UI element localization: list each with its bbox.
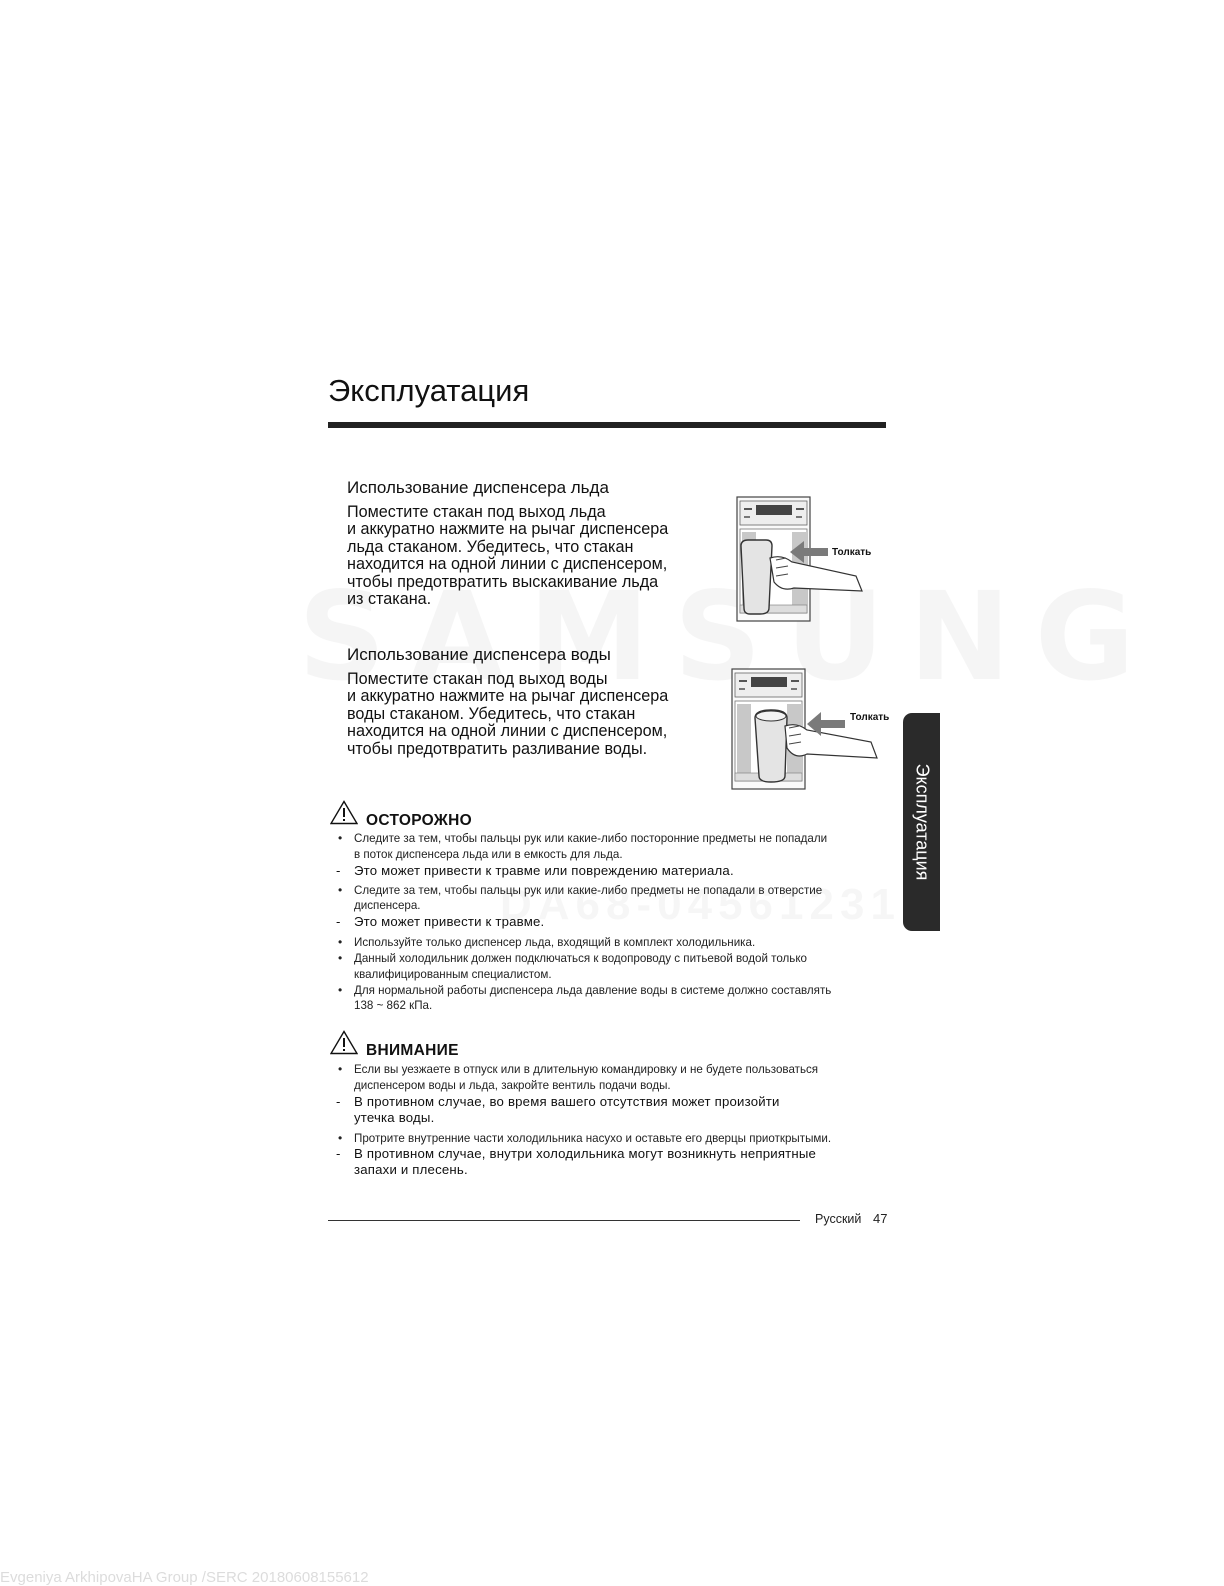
caution-item (330, 883, 890, 915)
ice-section-body (347, 504, 717, 608)
caution-item-line: 138 ~ 862 кПа. (354, 999, 433, 1013)
caution-item (330, 935, 890, 951)
water-section-heading: Использование диспенсера воды (347, 645, 611, 664)
warning-triangle-icon (330, 1030, 358, 1055)
ice-section-heading: Использование диспенсера льда (347, 478, 609, 497)
caution-item-line: квалифицированным специалистом. (354, 967, 552, 981)
attention-item-line: диспенсером воды и льда, закройте вентиль подачи воды. (354, 1078, 671, 1092)
caution-item-line: • Данный холодильник должен подключаться к водопроводу с питьевой водой только (354, 951, 807, 965)
attention-list (330, 1062, 890, 1178)
water-line: Поместите стакан под выход воды (347, 670, 608, 688)
ice-line: льда стаканом. Убедитесь, что стакан (347, 537, 634, 556)
ice-line: чтобы предотвратить выскакивание льда (347, 572, 659, 591)
water-line: и аккуратно нажмите на рычаг диспенсера (347, 687, 669, 706)
title-rule (328, 422, 886, 428)
attention-item-line: - В противном случае, внутри холодильника могут возникнуть неприятные (354, 1146, 817, 1162)
ice-line: из стакана. (347, 590, 432, 609)
ice-dispenser-figure (736, 496, 896, 624)
ice-line: и аккуратно нажмите на рычаг диспенсера (347, 520, 669, 539)
attention-item (330, 1131, 890, 1147)
caution-item (330, 983, 890, 1015)
ice-line: находится на одной линии с диспенсером, (347, 555, 668, 574)
attention-item-line: утечка воды. (354, 1109, 435, 1125)
push-label: Толкать (850, 712, 890, 723)
caution-item-line: - Это может привести к травме или повреждению материала. (354, 862, 734, 878)
warning-triangle-icon (330, 800, 358, 825)
water-line: чтобы предотвратить разливание воды. (347, 739, 648, 758)
caution-list (330, 831, 890, 1014)
attention-item (330, 1062, 890, 1094)
attention-item-line: - В противном случае, во время вашего отсутствия может произойти (354, 1093, 780, 1109)
side-tab-label: Эксплуатация (912, 763, 932, 881)
water-dispenser-figure (731, 668, 901, 792)
caution-item-line: • Следите за тем, чтобы пальцы рук или какие-либо предметы не попадали в отверстие (354, 883, 823, 897)
water-section-body (347, 671, 717, 758)
page-title: Эксплуатация (328, 373, 530, 408)
caution-item-line: • Для нормальной работы диспенсера льда давление воды в системе должно составлять (354, 983, 832, 997)
attention-warning-icon (330, 1030, 358, 1060)
attention-title: ВНИМАНИЕ (366, 1042, 459, 1059)
caution-item-line: в поток диспенсера льда или в емкость для льда. (354, 847, 623, 861)
attention-item-line: запахи и плесень. (354, 1162, 468, 1178)
attention-consequence (330, 1146, 890, 1178)
caution-title: ОСТОРОЖНО (366, 812, 472, 829)
attention-item-line: • Если вы уезжаете в отпуск или в длительную командировку и не будете пользоваться (354, 1063, 819, 1076)
push-label: Толкать (832, 547, 872, 558)
caution-consequence (330, 863, 890, 879)
attention-item-line: • Протрите внутренние части холодильника насухо и оставьте его дверцы приоткрытыми. (354, 1131, 832, 1145)
water-line: воды стаканом. Убедитесь, что стакан (347, 704, 636, 723)
caution-item-line: - Это может привести к травме. (354, 914, 545, 930)
water-line: находится на одной линии с диспенсером, (347, 722, 668, 741)
ice-dispenser-illustration (736, 496, 896, 624)
ice-line: Поместите стакан под выход льда (347, 503, 606, 521)
caution-item-line: диспенсера. (354, 899, 421, 913)
caution-item (330, 951, 890, 983)
footer-language: Русский (815, 1212, 862, 1226)
page-number: 47 (873, 1211, 888, 1226)
caution-item-line: • Следите за тем, чтобы пальцы рук или какие-либо посторонние предметы не попадали (354, 832, 828, 845)
caution-item (330, 831, 890, 863)
section-side-tab (903, 713, 940, 931)
attention-consequence (330, 1094, 890, 1126)
footer-rule (328, 1220, 800, 1221)
document-stamp: Evgeniya ArkhipovaHA Group /SERC 20180608155612 (0, 1569, 369, 1586)
water-dispenser-illustration (731, 668, 901, 792)
caution-warning-icon (330, 800, 358, 830)
caution-item-line: • Используйте только диспенсер льда, входящий в комплект холодильника. (354, 936, 756, 950)
caution-consequence (330, 914, 890, 930)
